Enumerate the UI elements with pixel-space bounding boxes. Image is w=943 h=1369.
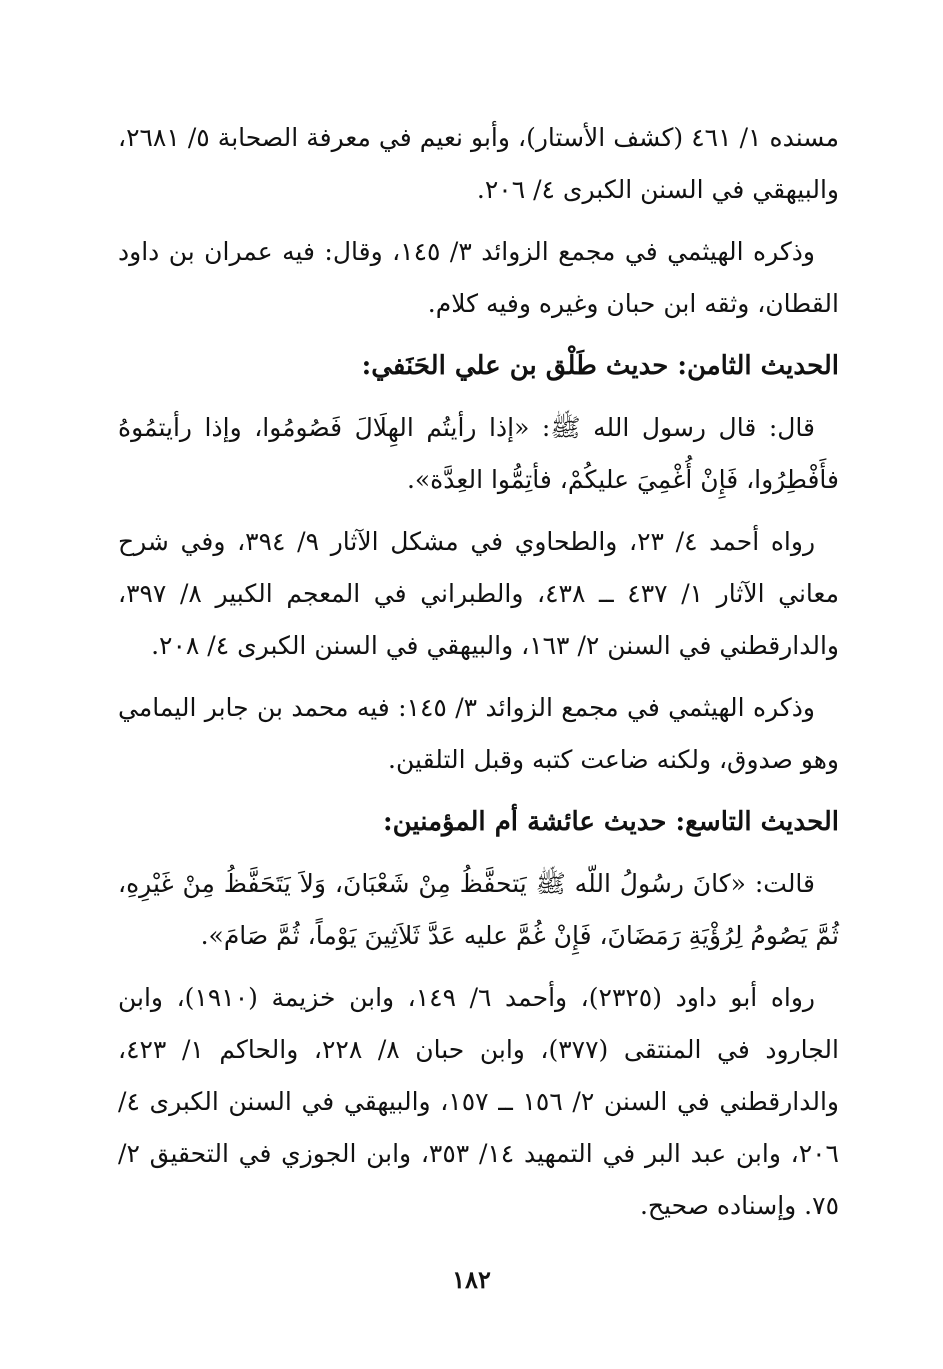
page-number: ١٨٢ [452,1265,491,1294]
paragraph-citations-1: مسنده ١/ ٤٦١ (كشف الأستار)، وأبو نعيم في معرفة الصحابة ٥/ ٢٦٨١، والبيهقي في السنن الكبرى ٤/ ٢٠٦. [118,123,839,204]
paragraph-citations-3: رواه أبو داود (٢٣٢٥)، وأحمد ٦/ ١٤٩، وابن خزيمة (١٩١٠)، وابن الجارود في المنتقى (٣٧٧)، وابن حبان ٨/ ٢٢٨، والحاكم ١/ ٤٢٣، والدارقطني في السنن ٢/ ١٥٦ ــ ١٥٧، والبيهقي في السنن الكبرى ٤/ ٢٠٦، وابن عبد البر في التمهيد ١٤/ ٣٥٣، وابن الجوزي في التحقيق ٢/ ٧٥. وإسناده صحيح. [118,983,839,1220]
paragraph-hadith-text-8: قال: قال رسول الله ﷺ: «إذا رأيتُم الهِلَالَ فَصُومُوا، وإذا رأيتمُوهُ فأَفْطِرُوا، فَإِنْ أُغْمِيَ عليكُمْ، فأتِمُّوا العِدَّة». [118,413,839,494]
section-heading-ninth-hadith: الحديث التاسع: حديث عائشة أم المؤمنين: [383,807,839,837]
paragraph-haythami-note-1: وذكره الهيثمي في مجمع الزوائد ٣/ ١٤٥، وقال: فيه عمران بن داود القطان، وثقه ابن حبان وغيره وفيه كلام. [118,237,839,318]
page-body [118,112,839,1242]
section-heading-eighth-hadith: الحديث الثامن: حديث طَلْق بن علي الحَنَفي: [361,351,839,381]
paragraph-citations-2: رواه أحمد ٤/ ٢٣، والطحاوي في مشكل الآثار ٩/ ٣٩٤، وفي شرح معاني الآثار ١/ ٤٣٧ ــ ٤٣٨، والطبراني في المعجم الكبير ٨/ ٣٩٧، والدارقطني في السنن ٢/ ١٦٣، والبيهقي في السنن الكبرى ٤/ ٢٠٨. [118,527,840,660]
paragraph-hadith-text-9: قالت: «كانَ رسُولُ اللّه ﷺ يَتحفَّظُ مِنْ شَعْبَانَ، وَلاَ يَتَحَفَّظُ مِنْ غَيْرِهِ، ثُمَّ يَصُومُ لِرُؤْيَةِ رَمَضَانَ، فَإِنْ غُمَّ عليه عَدَّ ثَلاَثِينَ يَوْماً، ثُمَّ صَامَ». [118,869,839,950]
paragraph-haythami-note-2: وذكره الهيثمي في مجمع الزوائد ٣/ ١٤٥: فيه محمد بن جابر اليمامي وهو صدوق، ولكنه ضاعت كتبه وقبل التلقين. [118,693,839,774]
